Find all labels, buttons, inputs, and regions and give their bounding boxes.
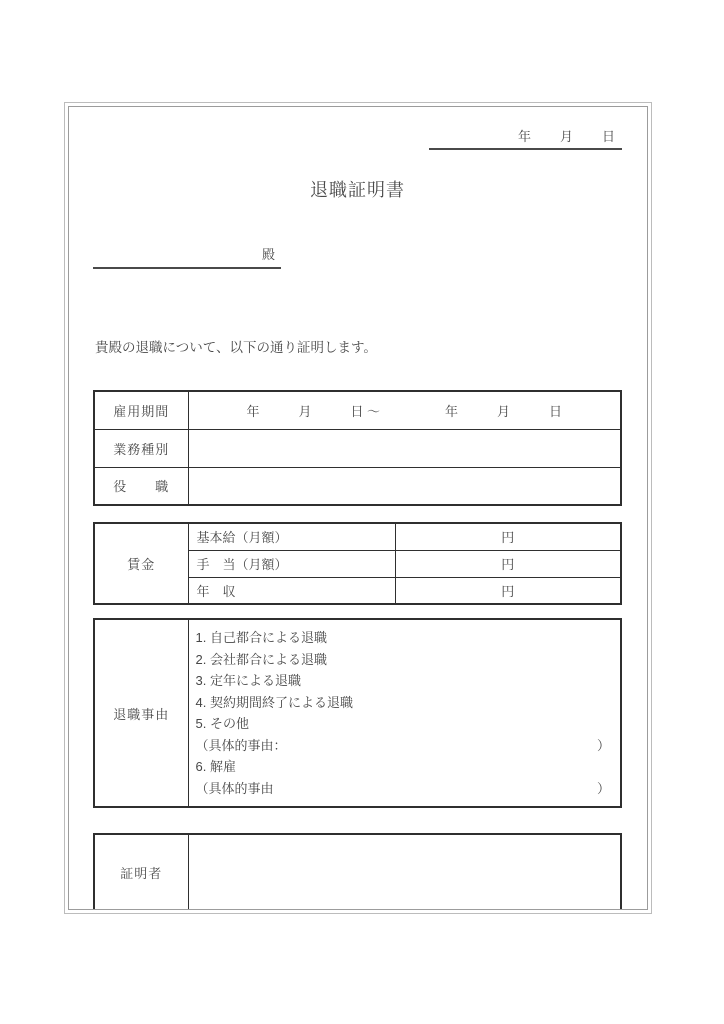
position-value bbox=[188, 467, 621, 505]
reason-line bbox=[196, 692, 611, 714]
position-row bbox=[94, 467, 621, 505]
reason-text: 2. 会社都合による退職 bbox=[195, 651, 327, 667]
certifier-table bbox=[93, 833, 622, 910]
close-paren: ） bbox=[596, 737, 610, 753]
reason-text: （具体的事由： bbox=[195, 737, 287, 753]
job-type-value bbox=[188, 429, 621, 467]
reason-line-specific bbox=[196, 778, 611, 800]
resignation-reason-row bbox=[94, 619, 621, 807]
reason-text: （具体的事由 bbox=[195, 780, 274, 796]
annual-income-unit: 円 bbox=[395, 577, 621, 604]
intro-text: 貴殿の退職について、以下の通り証明します。 bbox=[95, 340, 377, 355]
reason-line bbox=[196, 649, 611, 671]
employment-table bbox=[93, 390, 622, 506]
reason-text: 5. その他 bbox=[195, 716, 249, 731]
allowance-unit: 円 bbox=[395, 550, 621, 577]
base-salary-label: 基本給（月額） bbox=[188, 523, 395, 550]
reason-text: 6. 解雇 bbox=[195, 759, 236, 774]
reason-group-label: 退職事由 bbox=[94, 619, 188, 807]
job-type-label: 業務種別 bbox=[94, 429, 188, 467]
employment-period-label: 雇用期間 bbox=[94, 391, 188, 429]
reason-line bbox=[196, 713, 611, 735]
annual-income-label: 年 収 bbox=[188, 577, 395, 604]
reason-text: 3. 定年による退職 bbox=[195, 673, 301, 688]
reason-text: 1. 自己都合による退職 bbox=[195, 630, 327, 645]
reason-line-specific bbox=[196, 735, 611, 757]
resignation-reason-table bbox=[93, 618, 622, 808]
base-salary-unit: 円 bbox=[395, 523, 621, 550]
document-title: 退職証明書 bbox=[310, 180, 405, 200]
base-salary-row bbox=[94, 523, 621, 550]
issue-date-line bbox=[429, 129, 622, 150]
job-type-row bbox=[94, 429, 621, 467]
document-page bbox=[64, 102, 652, 914]
certifier-label: 証明者 bbox=[94, 834, 188, 910]
employment-period-value: 年 月 日 ～ 年 月 日 bbox=[188, 391, 621, 429]
certifier-value-cell bbox=[188, 834, 621, 910]
certifier-row bbox=[94, 834, 621, 910]
issue-date-text: 年 月 日 bbox=[517, 129, 616, 144]
wage-table bbox=[93, 522, 622, 605]
reason-line bbox=[196, 756, 611, 778]
allowance-label: 手 当（月額） bbox=[188, 550, 395, 577]
reason-text: 4. 契約期間終了による退職 bbox=[195, 694, 353, 710]
document-page-inner bbox=[68, 106, 648, 910]
addressee-line bbox=[93, 246, 281, 269]
wage-group-label: 賃金 bbox=[94, 523, 188, 604]
position-label: 役 職 bbox=[94, 467, 188, 505]
close-paren: ） bbox=[596, 780, 610, 796]
addressee-suffix: 殿 bbox=[261, 247, 275, 262]
reason-list bbox=[188, 619, 621, 807]
reason-line bbox=[196, 670, 611, 692]
reason-line bbox=[196, 627, 611, 649]
employment-period-row bbox=[94, 391, 621, 429]
